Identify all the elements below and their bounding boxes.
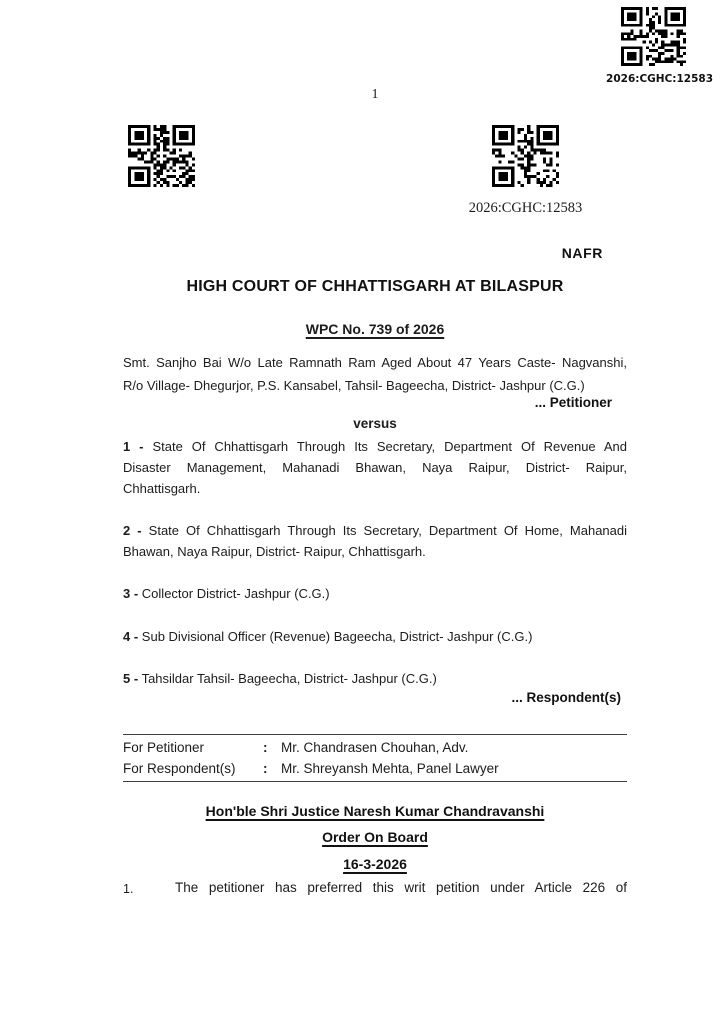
- counsel-label: For Respondent(s): [123, 761, 236, 776]
- respondent-number: 3 -: [123, 586, 139, 601]
- respondent-item: 4 - Sub Divisional Officer (Revenue) Bageecha, District- Jashpur (C.G.): [123, 629, 533, 644]
- page-number: 1: [371, 87, 379, 102]
- respondent-line: 2 - State Of Chhattisgarh Through Its Secretary, Department Of Home, Mahanadi: [123, 522, 627, 538]
- citation-center: 2026:CGHC:12583: [468, 200, 583, 216]
- paragraph-number: 1.: [123, 882, 134, 896]
- respondent-number: 4 -: [123, 629, 139, 644]
- petitioner-line: R/o Village- Dhegurjor, P.S. Kansabel, Tahsil- Bageecha, District- Jashpur (C.G.): [123, 377, 585, 393]
- versus-label: versus: [353, 416, 397, 431]
- respondents-tag: ... Respondent(s): [511, 690, 621, 705]
- respondent-item: 3 - Collector District- Jashpur (C.G.): [123, 586, 330, 601]
- court-title: HIGH COURT OF CHHATTISGARH AT BILASPUR: [186, 278, 564, 295]
- counsel-colon: :: [263, 761, 268, 776]
- qr-code-icon: [621, 7, 686, 66]
- citation-top-right: 2026:CGHC:12583: [606, 73, 713, 85]
- petitioner-tag: ... Petitioner: [534, 395, 612, 410]
- nafr-label: NAFR: [561, 245, 603, 261]
- order-paragraph: [123, 879, 627, 898]
- counsel-row: [123, 758, 627, 779]
- respondent-line: Bhawan, Naya Raipur, District- Raipur, Chhattisgarh.: [123, 543, 426, 559]
- respondent-item: [123, 520, 627, 563]
- counsel-label: For Petitioner: [123, 740, 205, 755]
- order-title: Order On Board: [322, 829, 428, 845]
- respondent-line: Chhattisgarh.: [123, 481, 201, 496]
- judge-name: Hon'ble Shri Justice Naresh Kumar Chandravanshi: [205, 803, 545, 819]
- respondent-line: Disaster Management, Mahanadi Bhawan, Naya Raipur, District- Raipur,: [123, 460, 627, 475]
- respondent-number: 5 -: [123, 671, 139, 686]
- paragraph-text: The petitioner has preferred this writ petition under Article 226 of: [175, 880, 627, 895]
- respondent-number: 2 -: [123, 522, 142, 538]
- counsel-table: [123, 734, 627, 782]
- order-date: 16-3-2026: [343, 856, 407, 872]
- document-body: [123, 0, 627, 898]
- case-number: WPC No. 739 of 2026: [305, 321, 445, 337]
- petitioner-line: Smt. Sanjho Bai W/o Late Ramnath Ram Aged About 47 Years Caste- Nagvanshi,: [123, 355, 627, 370]
- respondent-line: 1 - State Of Chhattisgarh Through Its Secretary, Department Of Revenue And: [123, 439, 627, 454]
- counsel-name: Mr. Shreyansh Mehta, Panel Lawyer: [281, 761, 499, 776]
- respondent-number: 1 -: [123, 439, 144, 454]
- counsel-row: [123, 737, 627, 758]
- petitioner-paragraph: [123, 352, 627, 397]
- counsel-colon: :: [263, 740, 268, 755]
- respondent-item: [123, 436, 627, 500]
- respondent-item: 5 - Tahsildar Tahsil- Bageecha, District- Jashpur (C.G.): [123, 671, 437, 686]
- counsel-name: Mr. Chandrasen Chouhan, Adv.: [281, 740, 469, 755]
